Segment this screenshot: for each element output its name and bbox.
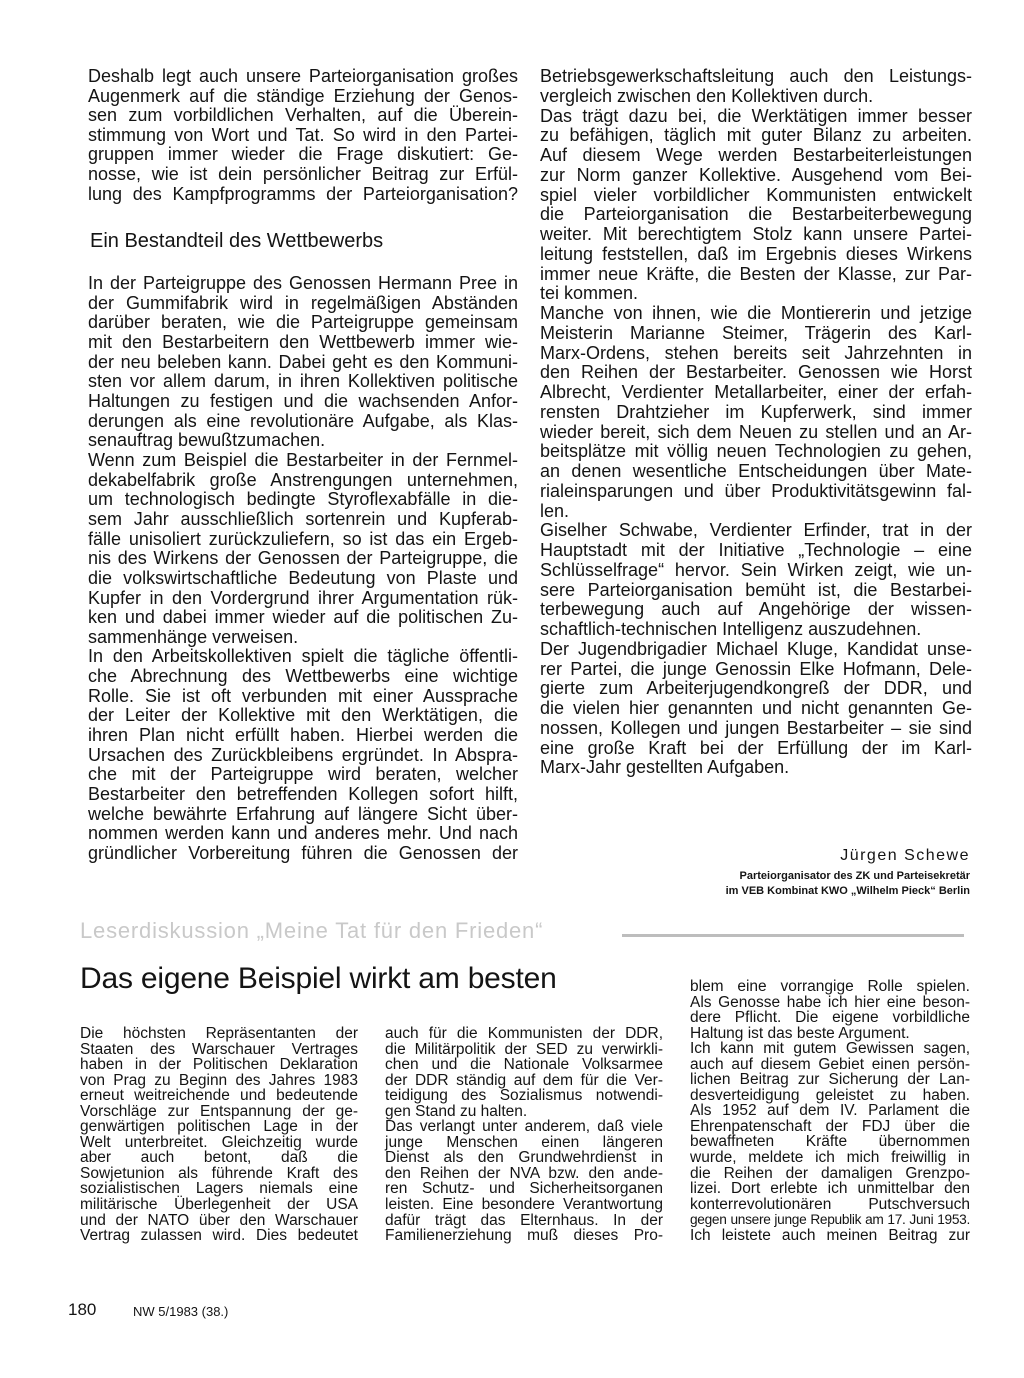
- text-line: terbewegung auch auf Angehörige der wissen-: [540, 599, 972, 620]
- text-line: nossen, Kollegen und jungen Bestarbeiter – sie sind: [540, 717, 972, 738]
- text-line: In den Arbeitskollektiven spielt die tägliche öffentli-: [88, 646, 518, 667]
- text-line: Rolle. Sie ist oft verbunden mit einer Aussprache: [88, 685, 518, 706]
- article-column-right: [540, 67, 972, 778]
- text-line: lichen Beitrag zur Sicherung der Lan-: [690, 1071, 970, 1089]
- text-line: lizei. Dort erlebte ich unmittelbar den: [690, 1180, 970, 1198]
- article-column-left: [88, 67, 518, 204]
- text-line: Wenn zum Beispiel die Bestarbeiter in der Fernmel-: [88, 449, 518, 470]
- text-line: zu befähigen, täglich mit guter Bilanz zu arbeiten.: [540, 125, 972, 146]
- author-role: [726, 869, 970, 899]
- text-line: sozialistischen Lagers niemals eine: [80, 1180, 358, 1198]
- text-line: immer neue Kräfte, die Besten der Klasse, zur Par-: [540, 263, 972, 284]
- text-line: welche bewährte Erfahrung auf längere Sicht über-: [88, 803, 518, 824]
- text-line: Ich kann mit gutem Gewissen sagen,: [690, 1040, 970, 1058]
- text-line: den Reihen der NVA bzw. den ande-: [385, 1164, 663, 1182]
- text-line: fälle unisoliert zurückzuliefern, so ist das ein Ergeb-: [88, 528, 518, 549]
- text-line: auch auf diesem Gebiet einen persön-: [690, 1055, 970, 1073]
- text-line: ihren Plan nicht erfüllt haben. Hierbei werden die: [88, 725, 518, 746]
- text-line: eine große Kraft bei der Erfüllung der im Karl-: [540, 737, 972, 758]
- text-line: auch für die Kommunisten der DDR,: [385, 1025, 663, 1042]
- text-line: von Prag zu Beginn des Jahres 1983: [80, 1071, 358, 1089]
- text-line: Sowjetunion als führende Kraft des: [80, 1164, 358, 1182]
- text-line: um technologisch bedingte Styroflexabfälle in die-: [88, 489, 518, 510]
- text-line: Bestarbeiter den betreffenden Kollegen sofort hilft,: [88, 784, 518, 805]
- text-line: Haltung ist das beste Argument.: [690, 1024, 910, 1042]
- text-line: schaftlich-technischen Intelligenz auszudehnen.: [540, 619, 922, 639]
- text-line: beitsplätze mit völlig neuen Technologien zu gehen,: [540, 441, 972, 462]
- paragraph-intro: [88, 67, 518, 204]
- text-line: Welt unterbreitet. Gleichzeitig wurde: [80, 1133, 358, 1151]
- text-line: gründlicher Vorbereitung führen die Genossen der: [88, 843, 518, 864]
- text-line: Kupfer in den Vordergrund ihrer Argumentation rük-: [88, 587, 518, 608]
- section-subheading: Ein Bestandteil des Wettbewerbs: [90, 230, 384, 252]
- text-line: Albrecht, Verdienter Metallarbeiter, einer der erfah-: [540, 382, 972, 402]
- text-line: desverteidigung geleistet zu haben.: [690, 1086, 970, 1104]
- text-line: Schlüsselfrage“ hervor. Sein Wirken zeigt, wie un-: [540, 559, 972, 580]
- text-line: bewaffneten Kräfte übernommen: [690, 1133, 970, 1151]
- article-headline: Das eigene Beispiel wirkt am besten: [80, 962, 557, 995]
- text-line: wurde, meldete ich mich freiwillig in: [690, 1149, 970, 1167]
- text-line: chen und die Nationale Volksarmee: [385, 1056, 663, 1074]
- text-line: len.: [540, 500, 570, 521]
- text-line: Vertrag zulassen wird. Dies bedeutet: [80, 1227, 358, 1245]
- text-line: dekabelfabrik große Anstrengungen unternehmen,: [88, 469, 518, 490]
- text-line: sammenhänge verweisen.: [88, 626, 299, 647]
- text-line: spiel vieler vorbildlicher Kommunisten entwickelt: [540, 184, 972, 205]
- text-line: Als Genosse habe ich hier eine beson-: [690, 993, 970, 1011]
- text-line: ren Schutz- und Sicherheitsorganen: [385, 1180, 663, 1198]
- text-line: Hauptstadt mit der Initiative „Technologie – eine: [540, 540, 972, 560]
- issue-reference: NW 5/1983 (38.): [133, 1304, 229, 1319]
- text-line: an denen wesentliche Entscheidungen über Mate-: [540, 461, 972, 481]
- text-line: Ursachen des Zurückbleibens ergründet. In Abspra-: [88, 744, 518, 765]
- text-line: leisten. Eine besondere Verantwortung: [385, 1196, 663, 1214]
- text-line: Ehrenpatenschaft der FDJ über die: [690, 1117, 970, 1135]
- text-line: Die höchsten Repräsentanten der: [80, 1025, 358, 1042]
- text-line: Manche von ihnen, wie die Montiererin und jetzige: [540, 303, 972, 323]
- text-line: tei kommen.: [540, 283, 639, 304]
- bottom-column-3: [690, 979, 970, 1243]
- text-line: Dienst als den Grundwehrdienst in: [385, 1149, 663, 1167]
- page-number: 180: [68, 1300, 97, 1319]
- text-line: rialeinsparungen und über Produktivitätsgewinn fal-: [540, 480, 972, 501]
- text-line: weiter. Mit berechtigtem Stolz kann unsere Partei-: [540, 224, 972, 244]
- text-line: Das verlangt unter anderem, daß viele: [385, 1118, 663, 1136]
- text-line: Als 1952 auf dem IV. Parlament die: [690, 1102, 970, 1120]
- text-line: mit den Bestarbeitern den Wettbewerb immer wie-: [88, 331, 518, 352]
- text-line: die vielen hier genannten und nicht genannten Ge-: [540, 698, 972, 718]
- text-line: che Abrechnung des Wettbewerbs eine wichtige: [88, 666, 518, 687]
- text-line: gegen unsere junge Republik am 17. Juni 1953.: [690, 1212, 970, 1228]
- text-line: sem Jahr ausschließlich sortenrein und Kupferab-: [88, 508, 518, 529]
- text-line: dere Pflicht. Die eigene vorbildliche: [690, 1009, 970, 1027]
- text-line: militärische Überlegenheit der USA: [80, 1196, 358, 1214]
- text-line: Ich leistete auch meinen Beitrag zur: [690, 1226, 970, 1244]
- section-kicker: Leserdiskussion „Meine Tat für den Frieden“: [80, 918, 544, 943]
- text-line: und der NATO über den Warschauer: [80, 1211, 358, 1229]
- text-line: nis des Wirkens der Genossen der Parteigruppe, die: [88, 548, 518, 569]
- text-line: Das trägt dazu bei, die Werktätigen immer besser: [540, 105, 972, 126]
- text-line: senauftrag bewußtzumachen.: [88, 430, 326, 451]
- text-line: die Reihen der damaligen Grenzpo-: [690, 1164, 970, 1182]
- article-column-left-body: [88, 274, 518, 864]
- text-line: sen zum vorbildlichen Verhalten, auf die Überein-: [88, 105, 518, 126]
- text-line: Auf diesem Wege werden Bestarbeiterleistungen: [540, 145, 972, 165]
- text-line: junge Menschen einen längeren: [385, 1133, 663, 1151]
- text-line: die Militärpolitik der SED zu verwirkli-: [385, 1040, 663, 1058]
- text-line: aber auch betont, daß die: [80, 1149, 358, 1167]
- text-line: der Gummifabrik wird in regelmäßigen Abständen: [88, 292, 518, 313]
- text-line: erneut weitreichende und bedeutende: [80, 1087, 358, 1105]
- text-line: lung des Kampfprogramms der Parteiorganisation?: [88, 183, 518, 204]
- text-line: Marx-Ordens, stehen bereits seit Jahrzehnten in: [540, 342, 972, 363]
- text-line: leitung feststellen, daß im Ergebnis dieses Wirkens: [540, 243, 972, 264]
- author-role-line: im VEB Kombinat KWO „Wilhelm Pieck“ Berlin: [725, 885, 970, 897]
- text-line: Familienerziehung muß dieses Pro-: [385, 1227, 663, 1245]
- text-line: der DDR ständig auf dem für die Ver-: [385, 1071, 663, 1089]
- text-line: In der Parteigruppe des Genossen Hermann Pree in: [88, 273, 518, 293]
- text-line: teidigung des Sozialismus notwendi-: [385, 1087, 663, 1105]
- text-line: vergleich zwischen den Kollektiven durch.: [540, 85, 874, 106]
- bottom-column-1: [80, 1026, 358, 1244]
- text-line: haben in der Politischen Deklaration: [80, 1056, 358, 1074]
- text-line: zur Norm ganzer Kollektive. Ausgehend vom Bei-: [540, 164, 972, 185]
- text-line: Giselher Schwabe, Verdienter Erfinder, trat in der: [540, 520, 972, 541]
- text-line: nosse, wie ist dein persönlicher Beitrag zur Erfül-: [88, 163, 518, 184]
- text-line: ken und dabei immer wieder auf die politischen Zu-: [88, 607, 518, 628]
- text-line: konterrevolutionären Putschversuch: [690, 1195, 970, 1213]
- text-line: darüber beraten, wie die Parteigruppe gemeinsam: [88, 312, 518, 333]
- text-line: gruppen immer wieder die Frage diskutiert: Ge-: [88, 144, 518, 165]
- text-line: derungen als eine revolutionäre Aufgabe, als Klas-: [88, 410, 518, 431]
- text-line: wieder bereit, sich dem Neuen zu stellen und an Ar-: [540, 421, 972, 442]
- text-line: Vorschläge zur Entspannung der ge-: [80, 1102, 358, 1120]
- text-line: rer Partei, die junge Genossin Elke Hofmann, Dele-: [540, 658, 972, 679]
- text-line: die volkswirtschaftliche Bedeutung von Plaste und: [88, 567, 518, 588]
- text-line: gierte zum Arbeiterjugendkongreß der DDR, und: [540, 678, 972, 699]
- text-line: che mit der Parteigruppe wird beraten, welcher: [88, 764, 518, 785]
- text-line: Haltungen zu festigen und die wachsenden Anfor-: [88, 390, 518, 411]
- text-line: dafür trägt das Elternhaus. In der: [385, 1211, 663, 1229]
- text-line: Deshalb legt auch unsere Parteiorganisation großes: [88, 66, 518, 86]
- text-line: sere Parteiorganisation bemüht ist, die Bestarbei-: [540, 579, 972, 600]
- text-line: blem eine vorrangige Rolle spielen.: [690, 978, 970, 995]
- text-line: Staaten des Warschauer Vertrages: [80, 1040, 358, 1058]
- text-line: Meisterin Marianne Steimer, Trägerin des Karl-: [540, 322, 972, 343]
- text-line: Augenmerk auf die ständige Erziehung der Genos-: [88, 85, 518, 106]
- text-line: gen Stand zu halten.: [385, 1102, 528, 1120]
- text-line: den Reihen der Bestarbeiter. Genossen wie Horst: [540, 362, 972, 383]
- text-line: rensten Drahtzieher im Kupferwerk, sind immer: [540, 401, 972, 422]
- text-line: Der Jugendbrigadier Michael Kluge, Kandidat unse-: [540, 638, 972, 659]
- text-line: Betriebsgewerkschaftsleitung auch den Leistungs-: [540, 66, 972, 86]
- text-line: sten vor allem darum, in ihren Kollektiven politische: [88, 371, 518, 392]
- text-line: die Parteiorganisation die Bestarbeiterbewegung: [540, 204, 972, 225]
- bottom-column-2: [385, 1026, 663, 1244]
- text-line: nommen werden kann und anderes mehr. Und nach: [88, 823, 518, 844]
- text-line: der neu beleben kann. Dabei geht es den Kommuni-: [88, 351, 518, 372]
- kicker-rule: [622, 934, 964, 937]
- text-line: genwärtigen politischen Lage in der: [80, 1118, 358, 1136]
- text-line: Marx-Jahr gestellten Aufgaben.: [540, 757, 790, 778]
- author-name: Jürgen Schewe: [840, 847, 970, 864]
- text-line: stimmung von Wort und Tat. So wird in den Partei-: [88, 124, 518, 145]
- author-role-line: Parteiorganisator des ZK und Parteisekretär: [739, 870, 970, 882]
- text-line: der Leiter der Kollektive mit den Werktätigen, die: [88, 705, 518, 726]
